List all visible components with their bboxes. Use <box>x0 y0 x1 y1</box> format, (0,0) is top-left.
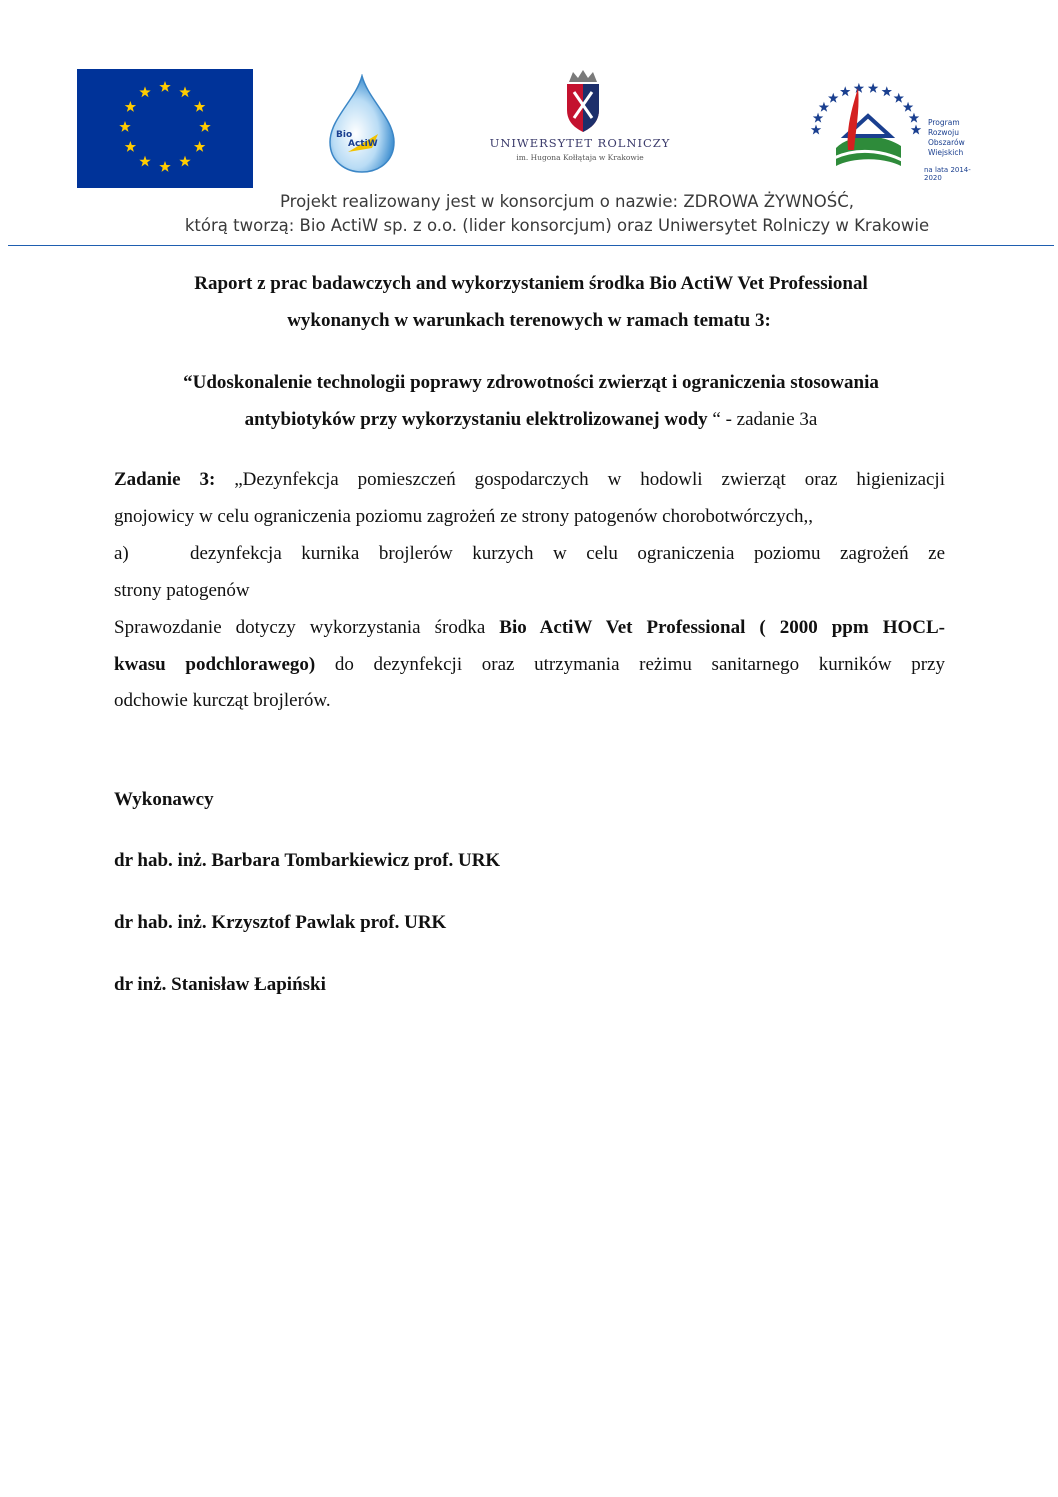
consortium-line-1: Projekt realizowany jest w konsorcjum o nazwie: ZDROWA ŻYWNOŚĆ, <box>280 192 854 211</box>
report-paragraph-line-2 <box>114 654 945 676</box>
task-paragraph-line-2: gnojowicy w celu ograniczenia poziomu zagrożeń ze strony patogenów chorobotwórczych,, <box>114 506 814 527</box>
task-label: Zadanie 3: <box>114 469 216 490</box>
report-title-line-1: Raport z prac badawczych and wykorzystaniem środka Bio ActiW Vet Professional <box>194 273 868 294</box>
product-acid: kwasu podchlorawego) <box>114 654 316 675</box>
prow-star-icon <box>811 125 821 135</box>
prow-star-icon <box>882 86 892 96</box>
prow-star-icon <box>828 93 838 103</box>
prow-star-icon <box>903 102 913 112</box>
item-a-line-2: strony patogenów <box>114 580 250 601</box>
topic-task-ref: “ - zadanie 3a <box>707 409 818 430</box>
university-crest-icon <box>565 70 601 132</box>
topic-title-line-2 <box>2 409 1058 431</box>
item-a-text-1: dezynfekcja kurnika brojlerów kurzych w celu ograniczenia poziomu zagrożeń ze <box>190 543 945 564</box>
consortium-line-2: którą tworzą: Bio ActiW sp. z o.o. (lider konsorcjum) oraz Uniwersytet Rolniczy w Krakowie <box>184 216 930 235</box>
report-paragraph-line-1 <box>114 617 945 639</box>
task-text-1: „Dezynfekcja pomieszczeń gospodarczych w hodowli zwierząt oraz higienizacji <box>215 469 945 490</box>
prow-logo <box>806 78 976 182</box>
prow-star-icon <box>813 113 823 123</box>
header-divider <box>8 245 1054 246</box>
author-1: dr hab. inż. Barbara Tombarkiewicz prof. URK <box>114 850 501 871</box>
bioactiw-logo-text-actiw: ActiW <box>348 139 378 149</box>
bioactiw-logo <box>326 74 398 174</box>
report-paragraph-line-3: odchowie kurcząt brojlerów. <box>114 690 331 711</box>
prow-star-icon <box>819 102 829 112</box>
prow-star-icon <box>854 83 864 93</box>
author-3: dr inż. Stanisław Łapiński <box>114 974 326 995</box>
prow-years: na lata 2014-2020 <box>924 166 971 182</box>
topic-title-line-1: “Udoskonalenie technologii poprawy zdrowotności zwierząt i ograniczenia stosowania <box>183 372 879 393</box>
prow-text-2: Rozwoju <box>928 128 959 137</box>
prow-star-icon <box>894 93 904 103</box>
bioactiw-logo-text-bio: Bio <box>336 130 353 140</box>
author-2: dr hab. inż. Krzysztof Pawlak prof. URK <box>114 912 447 933</box>
authors-heading: Wykonawcy <box>114 789 214 810</box>
prow-text-4: Wiejskich <box>928 148 964 157</box>
university-name: UNIWERSYTET ROLNICZY <box>489 136 671 150</box>
prow-text-1: Program <box>928 118 960 127</box>
prow-star-icon <box>909 113 919 123</box>
topic-title-bold: antybiotyków przy wykorzystaniu elektrolizowanej wody <box>244 409 708 430</box>
eu-flag-icon <box>77 69 253 188</box>
task-paragraph-line-1 <box>114 469 945 491</box>
prow-star-icon <box>911 125 921 135</box>
university-logo <box>480 70 680 170</box>
report-title-line-2: wykonanych w warunkach terenowych w ramach tematu 3: <box>287 310 771 331</box>
item-a-label: a) <box>114 543 129 564</box>
report-text-post: do dezynfekcji oraz utrzymania reżimu sanitarnego kurników przy <box>315 654 945 675</box>
university-subname: im. Hugona Kołłątaja w Krakowie <box>516 153 644 162</box>
report-text-pre: Sprawozdanie dotyczy wykorzystania środka <box>114 617 500 638</box>
prow-text-3: Obszarów <box>928 138 965 147</box>
product-name: Bio ActiW Vet Professional ( 2000 ppm HOCL- <box>499 617 945 638</box>
prow-star-icon <box>840 86 850 96</box>
prow-star-icon <box>868 83 878 93</box>
